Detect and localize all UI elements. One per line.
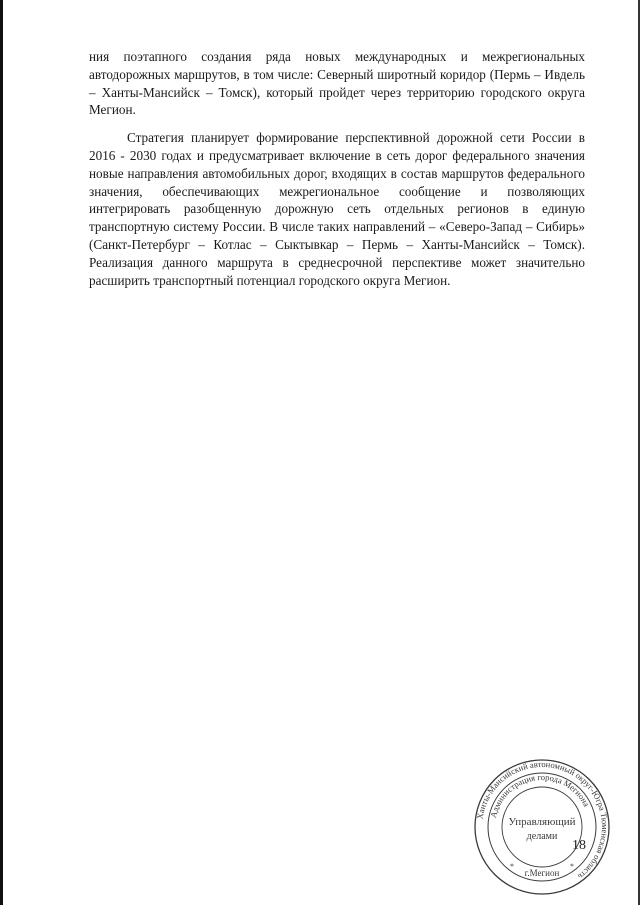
- stamp-center-line1: Управляющий: [508, 816, 576, 828]
- document-body: [89, 48, 585, 289]
- page-number: 18: [572, 838, 586, 853]
- stamp-outer-text: Ханты-Мансийский автономный округ-Югра Тюменская область: [474, 758, 611, 882]
- stamp-center-line2: делами: [526, 831, 558, 842]
- official-stamp: [472, 757, 612, 897]
- stamp-star-right: *: [570, 862, 574, 871]
- paragraph-1: ния поэтапного создания ряда новых международных и межрегиональных автодорожных маршрутов, в том числе: Северный широтный коридор (Пермь – Ивдель – Ханты-Мансийск – Томск), который пройдет через территорию городского округа Мегион.: [89, 49, 585, 118]
- paragraph-2: Стратегия планирует формирование перспективной дорожной сети России в 2016 - 2030 годах и предусматривает включение в сеть дорог федерального значения новые направления автомобильных дорог, входящих в состав маршрутов федерального значения, обеспечивающих межрегиональное сообщение и позволяющих интегрировать разобщенную дорожную сеть отдельных регионов в единую транспортную систему России. В числе таких направлений – «Северо-Запад – Сибирь» (Санкт-Петербург – Котлас – Сыктывкар – Пермь – Ханты-Мансийск – Томск). Реализация данного маршрута в среднесрочной перспективе может значительно расширить транспортный потенциал городского округа Мегион.: [89, 130, 585, 288]
- stamp-star-left: *: [510, 862, 514, 871]
- scan-edge-left: [0, 0, 3, 905]
- stamp-inner-text: Администрация города Мегиона: [487, 771, 592, 819]
- stamp-bottom-text: г.Мегион: [524, 868, 560, 878]
